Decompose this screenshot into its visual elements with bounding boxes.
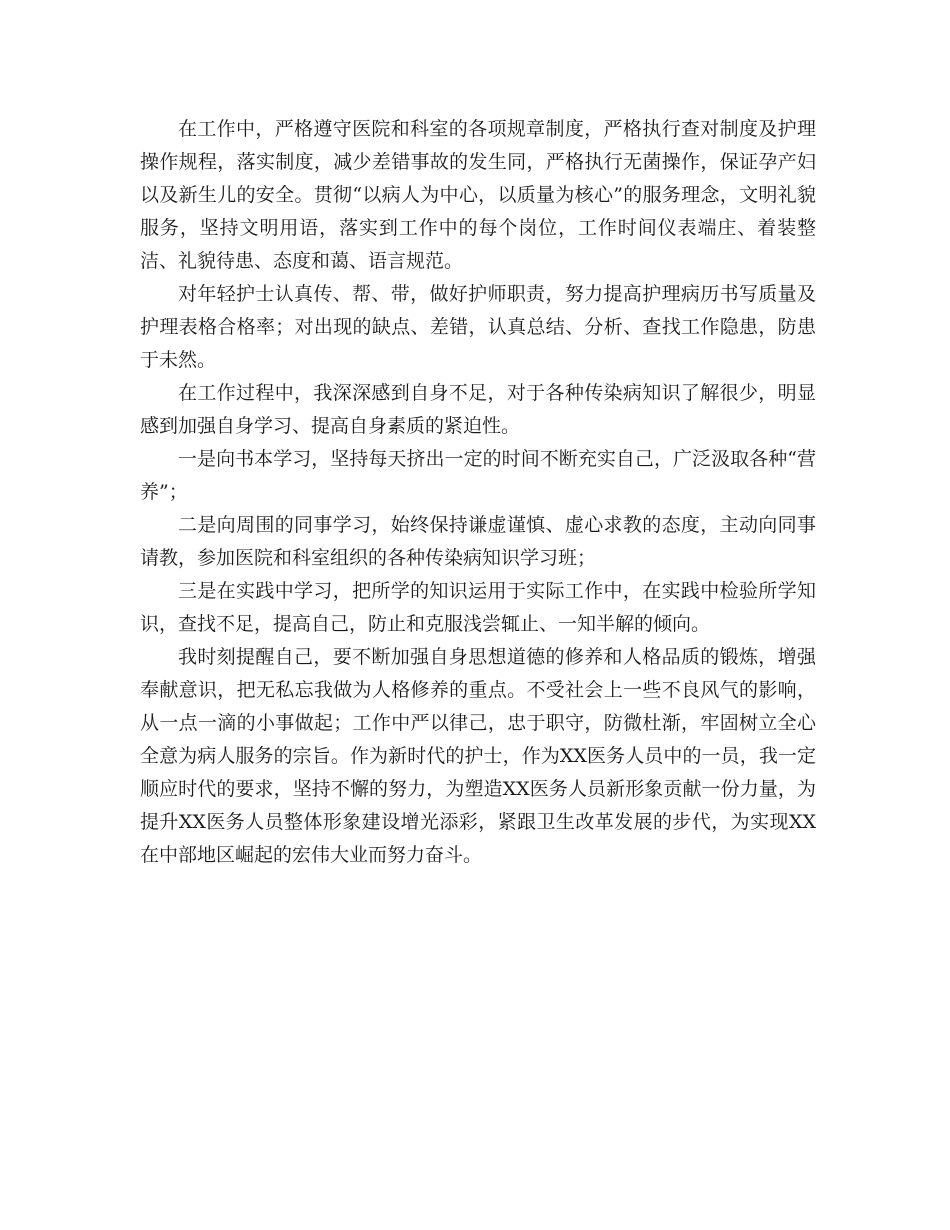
paragraph-shortcomings: 在工作过程中，我深深感到自身不足，对于各种传染病知识了解很少，明显感到加强自身学习、提高自身素质的紧迫性。 (140, 382, 816, 437)
paragraph-self-cultivation: 我时刻提醒自己，要不断加强自身思想道德的修养和人格品质的锻炼，增强奉献意识，把无私忘我做为人格修养的重点。不受社会上一些不良风气的影响，从一点一滴的小事做起；工作中严以律己，忠于职守，防微杜渐，牢固树立全心全意为病人服务的宗旨。作为新时代的护士，作为XX医务人员中的一员，我一定顺应时代的要求，坚持不懈的努力，为塑造XX医务人员新形象贡献一份力量，为提升XX医务人员整体形象建设增光添彩，紧跟卫生改革发展的步代，为实现XX在中部地区崛起的宏伟大业而努力奋斗。 (140, 646, 816, 866)
paragraph-work-rules: 在工作中，严格遵守医院和科室的各项规章制度，严格执行查对制度及护理操作规程，落实制度，减少差错事故的发生同，严格执行无菌操作，保证孕产妇以及新生儿的安全。贯彻“以病人为中心，以质量为核心”的服务理念，文明礼貌服务，坚持文明用语，落实到工作中的每个岗位，工作时间仪表端庄、着装整洁、礼貌待患、态度和蔼、语言规范。 (140, 118, 816, 272)
paragraph-mentoring: 对年轻护士认真传、帮、带，做好护师职责，努力提高护理病历书写质量及护理表格合格率；对出现的缺点、差错，认真总结、分析、查找工作隐患，防患于未然。 (140, 283, 816, 371)
paragraph-learn-from-books: 一是向书本学习，坚持每天挤出一定的时间不断充实自己，广泛汲取各种“营养”； (140, 448, 816, 503)
document-body (140, 113, 816, 872)
paragraph-learn-in-practice: 三是在实践中学习，把所学的知识运用于实际工作中，在实践中检验所学知识，查找不足，提高自己，防止和克服浅尝辄止、一知半解的倾向。 (140, 580, 816, 635)
paragraph-learn-from-colleagues: 二是向周围的同事学习，始终保持谦虚谨慎、虚心求教的态度，主动向同事请教，参加医院和科室组织的各种传染病知识学习班； (140, 514, 816, 569)
